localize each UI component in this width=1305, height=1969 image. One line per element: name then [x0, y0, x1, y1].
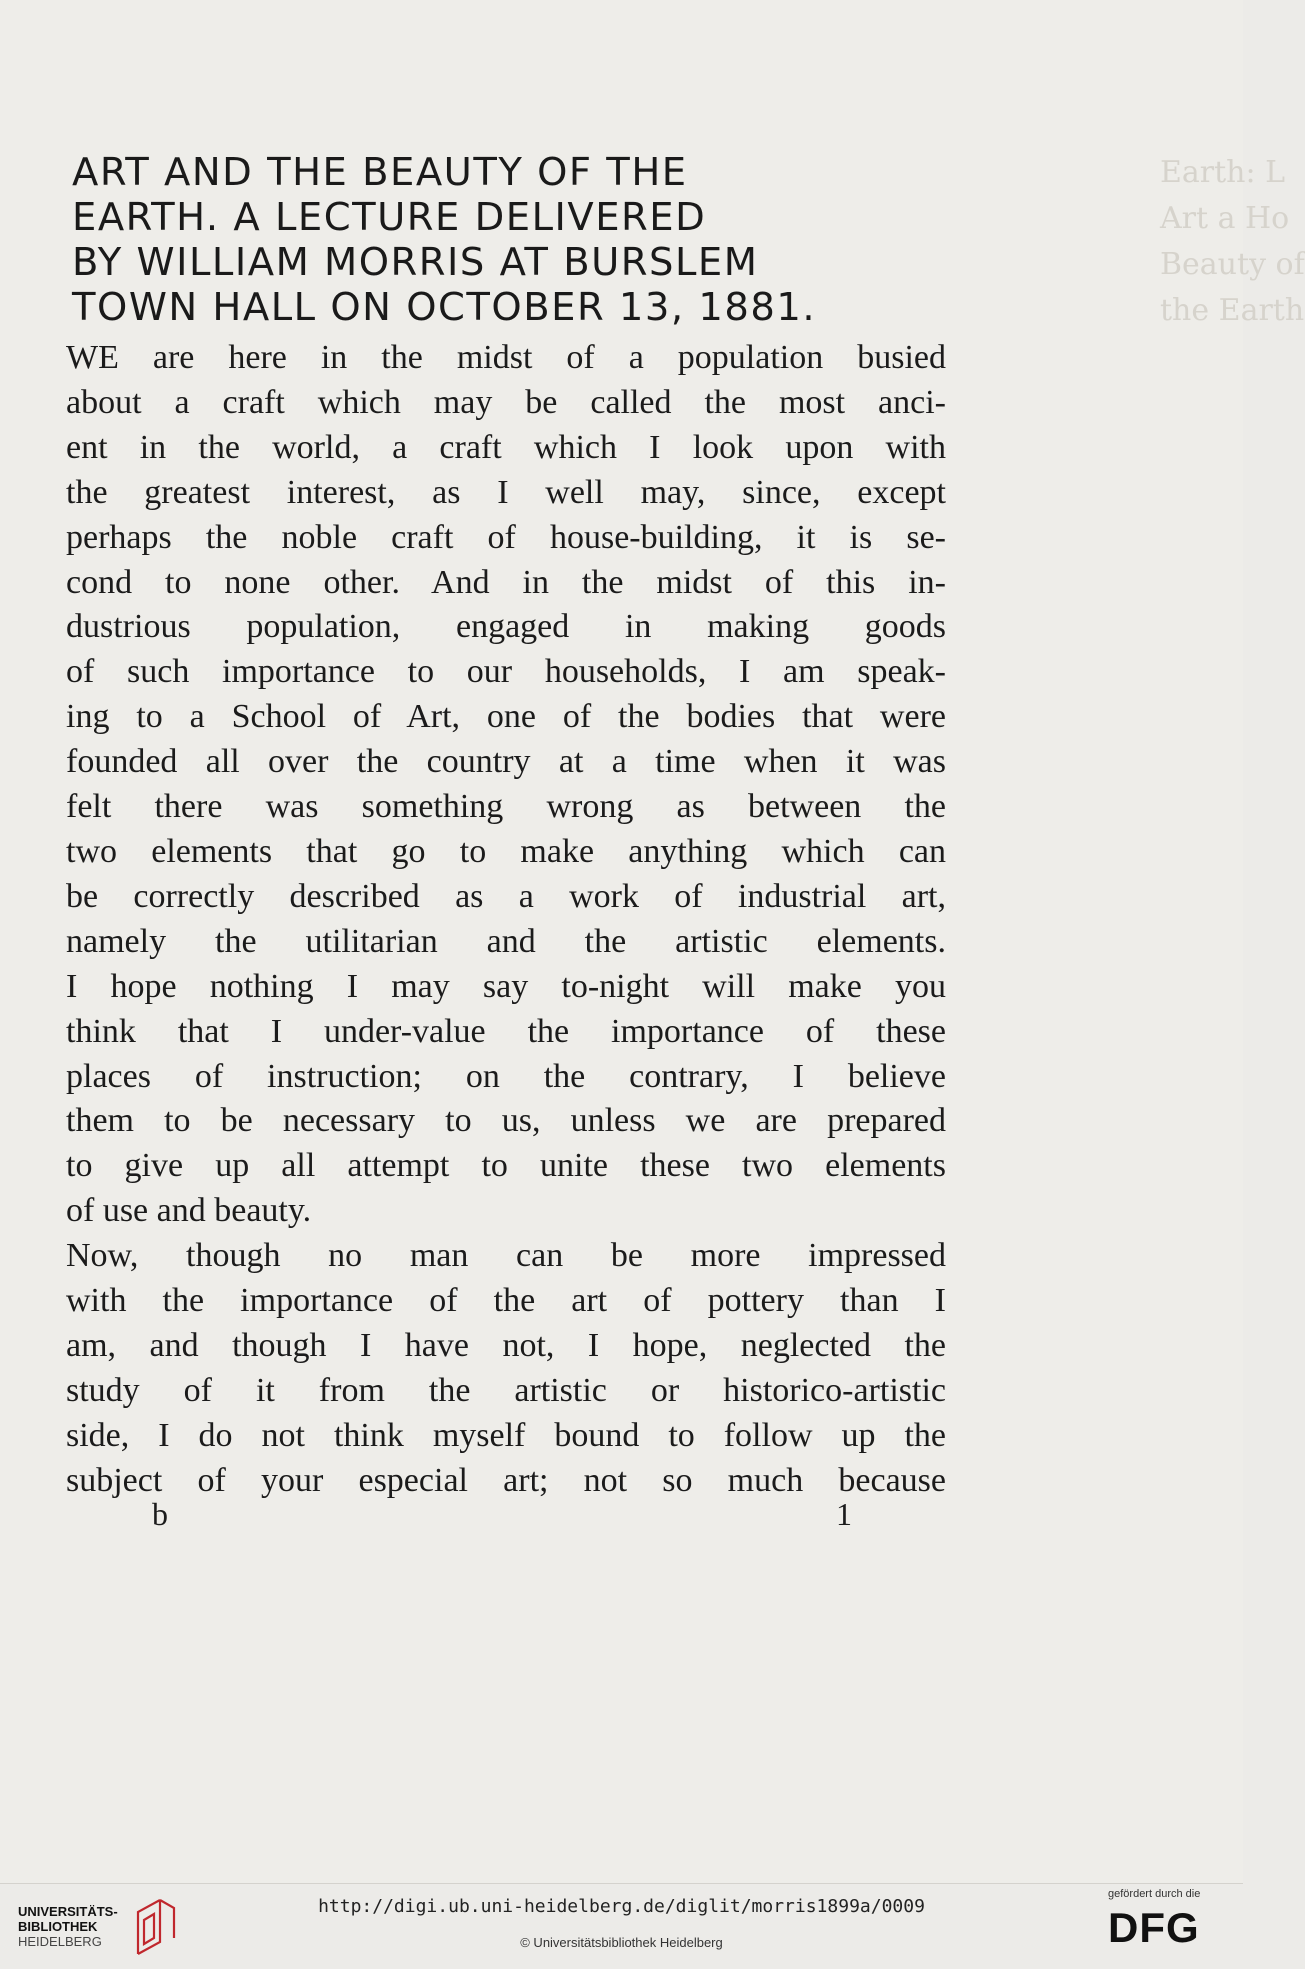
- text-line: cond to none other. And in the midst of this in-: [66, 563, 946, 601]
- library-name-line: UNIVERSITÄTS-: [18, 1904, 118, 1919]
- text-line: Now, though no man can be more impressed: [66, 1237, 946, 1275]
- text-line: dustrious population, engaged in making goods: [66, 608, 946, 646]
- text-line: perhaps the noble craft of house-building, it is se-: [66, 518, 946, 556]
- funder-label: gefördert durch die: [1108, 1888, 1201, 1900]
- ghost-line: Beauty of: [1160, 247, 1305, 282]
- text-line: felt there was something wrong as between the: [66, 788, 946, 826]
- signature-mark: b: [152, 1496, 168, 1532]
- copyright-notice: © Universitätsbibliothek Heidelberg: [520, 1935, 723, 1950]
- text-line: ent in the world, a craft which I look upon with: [66, 428, 946, 466]
- text-line: I hope nothing I may say to-night will make you: [66, 967, 946, 1005]
- funder-logo[interactable]: [1100, 1888, 1230, 1963]
- page-number: 1: [836, 1496, 852, 1532]
- text-line: of use and beauty.: [66, 1192, 312, 1230]
- text-line: ing to a School of Art, one of the bodies that were: [66, 698, 946, 736]
- title-line: BY WILLIAM MORRIS AT BURSLEM: [72, 240, 759, 285]
- title-line: TOWN HALL ON OCTOBER 13, 1881.: [72, 285, 817, 330]
- text-line: am, and though I have not, I hope, neglected the: [66, 1326, 946, 1364]
- document-url[interactable]: http://digi.ub.uni-heidelberg.de/diglit/morris1899a/0009: [318, 1896, 925, 1917]
- ghost-line: the Earth: [1160, 293, 1305, 328]
- library-name-line: BIBLIOTHEK: [18, 1919, 98, 1934]
- text-line: to give up all attempt to unite these two elements: [66, 1147, 946, 1185]
- library-name-line: HEIDELBERG: [18, 1934, 102, 1949]
- text-line: two elements that go to make anything which can: [66, 832, 946, 870]
- text-line: think that I under-value the importance of these: [66, 1012, 946, 1050]
- title-line: ART AND THE BEAUTY OF THE: [72, 150, 688, 195]
- text-line: places of instruction; on the contrary, I believe: [66, 1057, 946, 1095]
- text-line: side, I do not think myself bound to follow up the: [66, 1416, 946, 1454]
- lecture-title: [72, 150, 944, 330]
- text-line: them to be necessary to us, unless we are prepared: [66, 1102, 946, 1140]
- text-line: about a craft which may be called the most anci-: [66, 383, 946, 421]
- title-line: EARTH. A LECTURE DELIVERED: [72, 195, 707, 240]
- text-line: WE are here in the midst of a population busied: [66, 339, 946, 376]
- text-line: founded all over the country at a time when it was: [66, 743, 946, 781]
- text-line: with the importance of the art of pottery than I: [66, 1282, 946, 1320]
- dfg-logo-icon: DFG: [1108, 1904, 1200, 1951]
- ghost-line: Art a Ho: [1160, 201, 1290, 236]
- text-line: study of it from the artistic or historico-artistic: [66, 1371, 946, 1409]
- text-line: subject of your especial art; not so much because: [66, 1461, 946, 1499]
- text-line: be correctly described as a work of industrial art,: [66, 877, 946, 915]
- text-line: the greatest interest, as I well may, since, except: [66, 473, 946, 511]
- ghost-line: Earth: L: [1160, 155, 1286, 190]
- show-through-text: [1160, 150, 1305, 340]
- text-line: of such importance to our households, I am speak-: [66, 653, 946, 691]
- text-line: namely the utilitarian and the artistic elements.: [66, 922, 946, 960]
- body-text: [66, 336, 946, 1504]
